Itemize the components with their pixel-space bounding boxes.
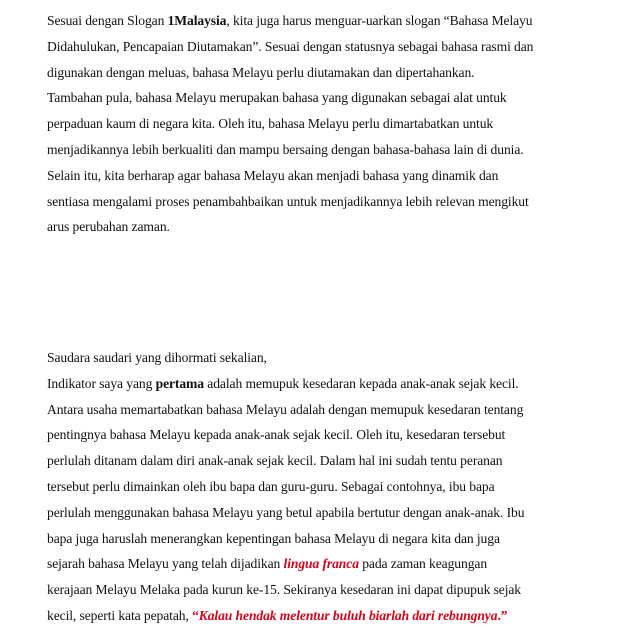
text-line: pentingnya bahasa Melayu kepada anak-anak sejak kecil. Oleh itu, kesedaran tersebut	[47, 427, 506, 443]
text-line: perlulah ditanam dalam diri anak-anak sejak kecil. Dalam hal ini sudah tentu peranan	[47, 453, 503, 469]
quote-mark-close: .”	[497, 607, 508, 623]
text-line: Antara usaha memartabatkan bahasa Melayu adalah dengan memupuk kesedaran tentang	[47, 401, 524, 417]
text-fragment: sejarah bahasa Melayu yang telah dijadikan	[47, 556, 284, 572]
text-line: Selain itu, kita berharap agar bahasa Melayu akan menjadi bahasa yang dinamik dan	[47, 167, 499, 183]
emphasis-proverb: Kalau hendak melentur buluh biarlah dari rebungnya	[198, 607, 498, 623]
text-line	[47, 8, 607, 34]
text-line: perpaduan kaum di negara kita. Oleh itu, bahasa Melayu perlu dimartabatkan untuk	[47, 116, 494, 132]
text-line	[47, 603, 607, 629]
text-line: kerajaan Melayu Melaka pada kurun ke-15. Sekiranya kesedaran ini dapat dipupuk sejak	[47, 582, 521, 598]
text-line: tersebut perlu dimainkan oleh ibu bapa dan guru-guru. Sebagai contohnya, ibu bapa	[47, 478, 495, 494]
bold-text-1malaysia: 1Malaysia	[167, 13, 227, 28]
text-line: Tambahan pula, bahasa Melayu merupakan bahasa yang digunakan sebagai alat untuk	[47, 90, 507, 106]
text-line: bapa juga haruslah menerangkan kepentingan bahasa Melayu di negara kita dan juga	[47, 530, 500, 546]
text-line: Didahulukan, Pencapaian Diutamakan”. Sesuai dengan statusnya sebagai bahasa rasmi dan	[47, 38, 534, 54]
quote-mark-open: “	[192, 607, 199, 623]
text-line: sentiasa mengalami proses penambahbaikan untuk menjadikannya lebih relevan mengikut	[47, 193, 529, 209]
text-fragment: pada zaman keagungan	[358, 556, 488, 572]
text-line: digunakan dengan meluas, bahasa Melayu perlu diutamakan dan dipertahankan.	[47, 64, 475, 80]
text-line: arus perubahan zaman.	[47, 219, 170, 235]
paragraph-slogan	[47, 8, 607, 240]
text-line: perlulah menggunakan bahasa Melayu yang betul apabila bertutur dengan anak-anak. Ibu	[47, 504, 525, 520]
text-line	[47, 551, 607, 577]
text-line	[47, 371, 607, 397]
text-fragment: kecil, seperti kata pepatah,	[47, 607, 193, 623]
text-fragment: adalah memupuk kesedaran kepada anak-anak sejak kecil.	[203, 375, 519, 391]
emphasis-lingua-franca: lingua franca	[283, 556, 359, 572]
paragraph-indicator-first	[47, 345, 607, 629]
greeting-line: Saudara saudari yang dihormati sekalian,	[47, 350, 267, 365]
text-fragment: , kita juga harus menguar-uarkan slogan “Bahasa Melayu	[226, 13, 533, 28]
text-line: menjadikannya lebih berkualiti dan mampu bersaing dengan bahasa-bahasa lain di dunia.	[47, 141, 524, 157]
bold-text-pertama: pertama	[155, 375, 204, 391]
text-fragment: Indikator saya yang	[47, 375, 156, 391]
text-fragment: Sesuai dengan Slogan	[47, 13, 168, 28]
